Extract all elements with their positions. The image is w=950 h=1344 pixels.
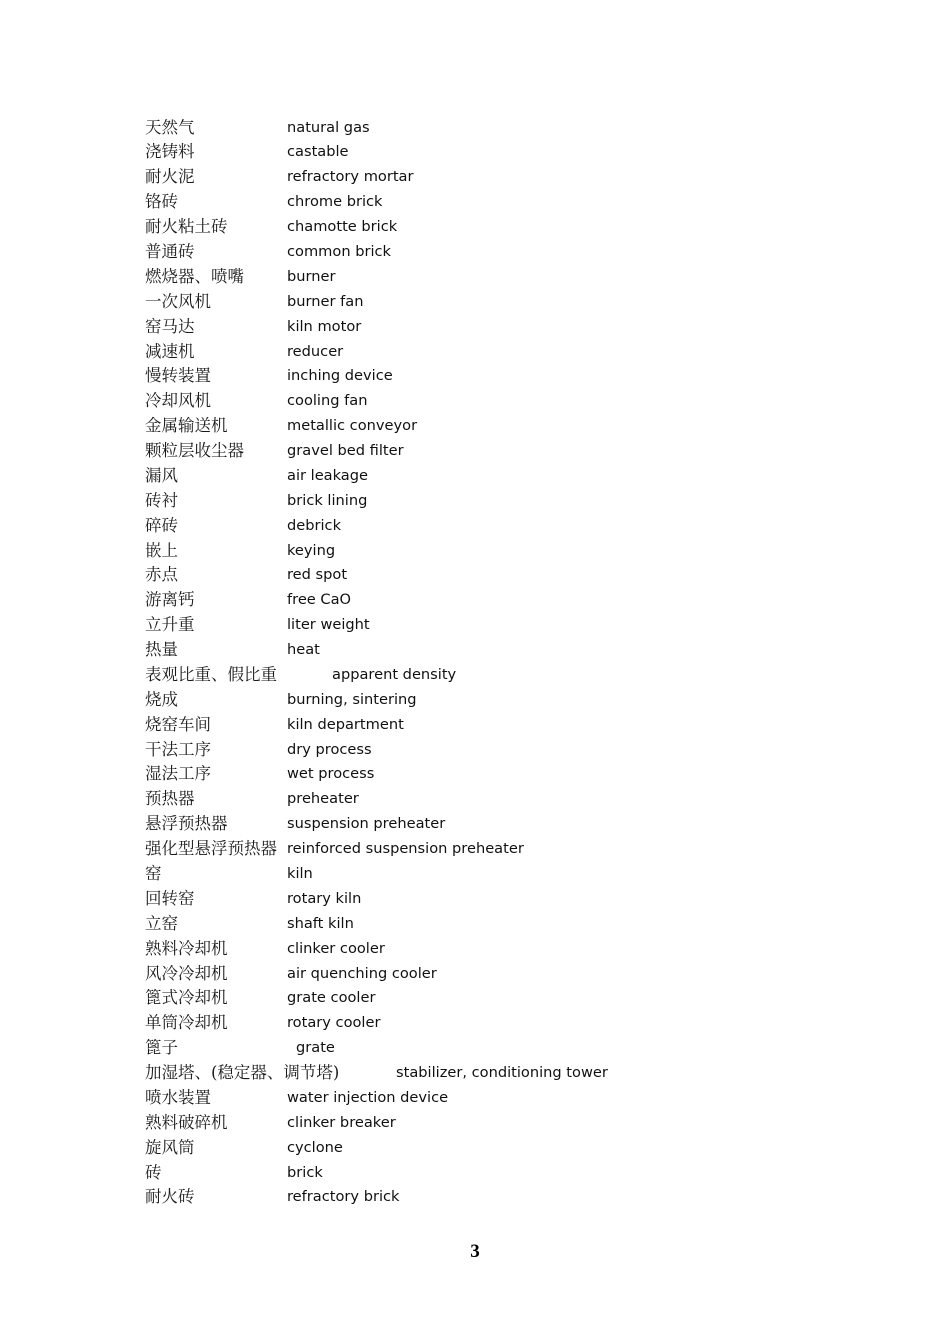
glossary-row — [0, 762, 950, 787]
glossary-row — [0, 663, 950, 688]
english-term: chamotte brick — [287, 218, 398, 236]
chinese-term: 金属输送机 — [145, 416, 228, 436]
chinese-term: 表观比重、假比重 — [145, 664, 277, 684]
glossary-row — [0, 240, 950, 265]
english-term: rotary kiln — [287, 889, 362, 907]
glossary-row — [0, 340, 950, 365]
chinese-term: 悬浮预热器 — [145, 814, 228, 834]
glossary-row — [0, 165, 950, 190]
english-term: wet process — [287, 765, 375, 783]
glossary-row — [0, 588, 950, 613]
glossary-row — [0, 837, 950, 862]
chinese-term: 喷水装置 — [145, 1087, 211, 1107]
glossary-row — [0, 1161, 950, 1186]
glossary-row — [0, 688, 950, 713]
chinese-term: 篦式冷却机 — [145, 988, 228, 1008]
glossary-row — [0, 489, 950, 514]
glossary-row — [0, 389, 950, 414]
chinese-term: 加湿塔、(稳定器、调节塔) — [145, 1063, 340, 1083]
chinese-term: 嵌上 — [145, 540, 178, 560]
english-term: inching device — [287, 367, 393, 385]
glossary-row — [0, 887, 950, 912]
chinese-term: 湿法工序 — [145, 764, 211, 784]
chinese-term: 篦子 — [145, 1038, 178, 1058]
chinese-term: 赤点 — [145, 565, 178, 585]
glossary-row — [0, 812, 950, 837]
english-term: gravel bed filter — [287, 442, 404, 460]
english-term: stabilizer, conditioning tower — [396, 1064, 608, 1082]
chinese-term: 一次风机 — [145, 291, 211, 311]
chinese-term: 浇铸料 — [145, 142, 195, 162]
english-term: refractory brick — [287, 1188, 400, 1206]
glossary-row — [0, 563, 950, 588]
glossary-row — [0, 290, 950, 315]
english-term: refractory mortar — [287, 168, 414, 186]
glossary-row — [0, 1185, 950, 1210]
glossary-row — [0, 414, 950, 439]
chinese-term: 慢转装置 — [145, 366, 211, 386]
english-term: kiln motor — [287, 317, 362, 335]
glossary-row — [0, 738, 950, 763]
chinese-term: 铬砖 — [145, 192, 178, 212]
glossary-row — [0, 116, 950, 141]
english-term: air leakage — [287, 466, 368, 484]
glossary-row — [0, 937, 950, 962]
english-term: chrome brick — [287, 193, 383, 211]
chinese-term: 立窑 — [145, 913, 178, 933]
glossary-row — [0, 862, 950, 887]
chinese-term: 窑 — [145, 863, 162, 883]
glossary-row — [0, 912, 950, 937]
english-term: rotary cooler — [287, 1014, 381, 1032]
glossary-row — [0, 1061, 950, 1086]
chinese-term: 耐火砖 — [145, 1187, 195, 1207]
glossary-row — [0, 315, 950, 340]
glossary-row — [0, 1036, 950, 1061]
english-term: kiln department — [287, 715, 404, 733]
english-term: natural gas — [287, 118, 370, 136]
glossary-row — [0, 215, 950, 240]
english-term: free CaO — [287, 591, 352, 609]
glossary-row — [0, 464, 950, 489]
chinese-term: 热量 — [145, 640, 178, 660]
chinese-term: 耐火粘土砖 — [145, 217, 228, 237]
chinese-term: 碎砖 — [145, 515, 178, 535]
glossary-row — [0, 613, 950, 638]
english-term: heat — [287, 641, 320, 659]
chinese-term: 耐火泥 — [145, 167, 195, 187]
chinese-term: 强化型悬浮预热器 — [145, 839, 277, 859]
glossary-row — [0, 1111, 950, 1136]
english-term: debrick — [287, 516, 342, 534]
glossary-row — [0, 364, 950, 389]
chinese-term: 立升重 — [145, 615, 195, 635]
chinese-term: 燃烧器、喷嘴 — [145, 266, 244, 286]
english-term: red spot — [287, 566, 348, 584]
chinese-term: 漏风 — [145, 465, 178, 485]
glossary-row — [0, 514, 950, 539]
chinese-term: 烧窑车间 — [145, 714, 211, 734]
glossary-row — [0, 190, 950, 215]
english-term: metallic conveyor — [287, 417, 418, 435]
glossary-row — [0, 1136, 950, 1161]
english-term: common brick — [287, 242, 391, 260]
english-term: liter weight — [287, 616, 370, 634]
chinese-term: 干法工序 — [145, 739, 211, 759]
glossary-row — [0, 1086, 950, 1111]
english-term: cooling fan — [287, 392, 368, 410]
glossary-row — [0, 1011, 950, 1036]
english-term: castable — [287, 143, 349, 161]
english-term: cyclone — [287, 1138, 343, 1156]
glossary-row — [0, 787, 950, 812]
english-term: water injection device — [287, 1088, 449, 1106]
glossary-row — [0, 962, 950, 987]
glossary-row — [0, 713, 950, 738]
chinese-term: 颗粒层收尘器 — [145, 441, 244, 461]
chinese-term: 回转窑 — [145, 888, 195, 908]
chinese-term: 冷却风机 — [145, 391, 211, 411]
glossary-row — [0, 439, 950, 464]
chinese-term: 减速机 — [145, 341, 195, 361]
chinese-term: 天然气 — [145, 117, 195, 137]
english-term: apparent density — [332, 665, 457, 683]
chinese-term: 预热器 — [145, 789, 195, 809]
chinese-term: 烧成 — [145, 689, 178, 709]
english-term: grate — [296, 1039, 335, 1057]
english-term: reinforced suspension preheater — [287, 840, 524, 858]
english-term: preheater — [287, 790, 359, 808]
english-term: grate cooler — [287, 989, 376, 1007]
glossary-row — [0, 986, 950, 1011]
chinese-term: 窑马达 — [145, 316, 195, 336]
chinese-term: 风冷冷却机 — [145, 963, 228, 983]
chinese-term: 熟料破碎机 — [145, 1112, 228, 1132]
chinese-term: 普通砖 — [145, 241, 195, 261]
english-term: burning, sintering — [287, 690, 417, 708]
chinese-term: 旋风筒 — [145, 1137, 195, 1157]
english-term: burner fan — [287, 292, 364, 310]
chinese-term: 砖 — [145, 1162, 162, 1182]
english-term: clinker breaker — [287, 1113, 396, 1131]
chinese-term: 游离钙 — [145, 590, 195, 610]
chinese-term: 熟料冷却机 — [145, 938, 228, 958]
english-term: burner — [287, 267, 336, 285]
glossary-row — [0, 265, 950, 290]
glossary-row — [0, 638, 950, 663]
page-number: 3 — [470, 1241, 480, 1262]
chinese-term: 单筒冷却机 — [145, 1013, 228, 1033]
glossary-list — [0, 116, 950, 1211]
english-term: brick — [287, 1163, 323, 1181]
english-term: air quenching cooler — [287, 964, 437, 982]
english-term: brick lining — [287, 491, 368, 509]
english-term: reducer — [287, 342, 344, 360]
glossary-row — [0, 140, 950, 165]
english-term: dry process — [287, 740, 372, 758]
english-term: suspension preheater — [287, 815, 446, 833]
chinese-term: 砖衬 — [145, 490, 178, 510]
english-term: keying — [287, 541, 336, 559]
english-term: kiln — [287, 864, 313, 882]
glossary-row — [0, 539, 950, 564]
english-term: shaft kiln — [287, 914, 354, 932]
english-term: clinker cooler — [287, 939, 385, 957]
